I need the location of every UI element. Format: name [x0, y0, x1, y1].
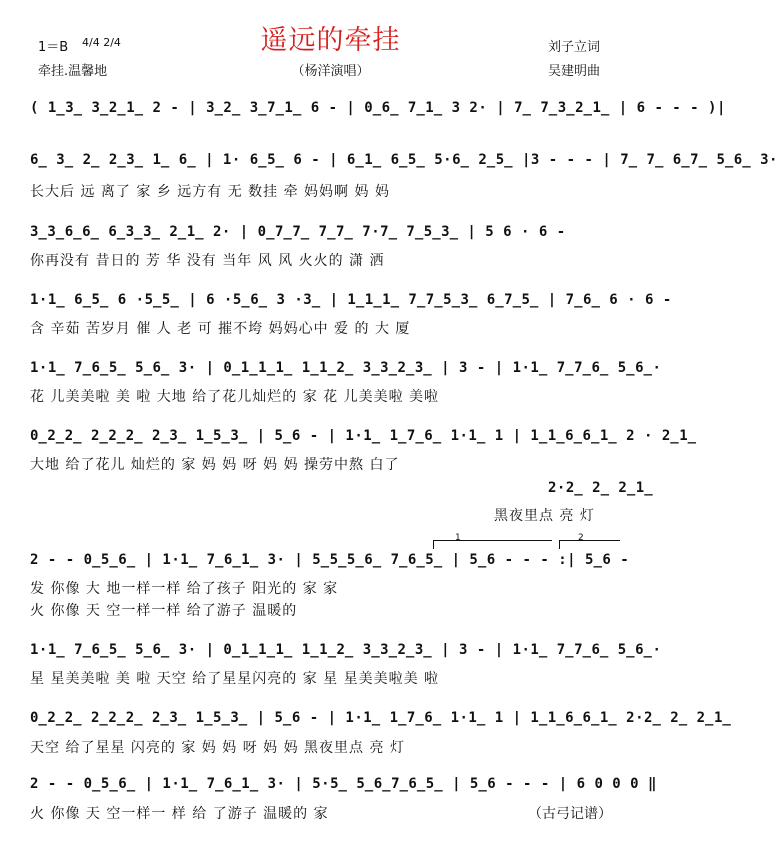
key-signature: 1＝B	[38, 40, 69, 55]
transcriber-credit: （古弓记谱）	[528, 806, 612, 822]
score-line-6-notes: 0̲2̲2̲ 2̲2̲2̲ 2̲3̲ 1̲5̲3̲ | 5̲6 - | 1·1̲ 1̲7̲6̲ 1·1̲ 1 | 1̲1̲6̲6̲1̲ 2 · 2̲1̲	[30, 428, 697, 444]
score-line-5-lyrics: 花 儿美美啦 美 啦 大地 给了花儿灿烂的 家 花 儿美美啦 美啦	[30, 389, 440, 405]
score-line-6-lyrics: 大地 给了花儿 灿烂的 家 妈 妈 呀 妈 妈 操劳中熬 白了	[30, 457, 400, 473]
score-line-7-lyrics-verse2: 火 你像 天 空一样一样 给了游子 温暖的	[30, 603, 298, 619]
score-line-2-notes: 6̲ 3̲ 2̲ 2̲3̲ 1̲ 6̲ | 1· 6̲5̲ 6 - | 6̲1̲ 6̲5̲ 5·6̲ 2̲5̲ |3 - - - | 7̲ 7̲ 6̲7̲ 5̲6̲ 3·	[30, 152, 778, 168]
score-line-1-notes: ( 1̲3̲ 3̲2̲1̲ 2 - | 3̲2̲ 3̲7̲1̲ 6 - | 0̲6̲ 7̲1̲ 3 2· | 7̲ 7̲3̲2̲1̲ | 6 - - - )|	[30, 100, 726, 116]
score-line-10-lyrics: 火 你像 天 空一样一 样 给 了游子 温暖的 家	[30, 806, 329, 822]
score-line-3-lyrics: 你再没有 昔日的 芳 华 没有 当年 风 风 火火的 潇 洒	[30, 253, 385, 269]
volta-1-bracket	[433, 540, 552, 549]
score-line-6b-lyrics: 黑夜里点 亮 灯	[494, 508, 595, 524]
score-line-10-notes: 2 - - 0̲5̲6̲ | 1·1̲ 7̲6̲1̲ 3· | 5·5̲ 5̲6̲7̲6̲5̲ | 5̲6 - - - | 6 0 0 0 ‖	[30, 776, 657, 792]
score-line-8-notes: 1·1̲ 7̲6̲5̲ 5̲6̲ 3· | 0̲1̲1̲1̲ 1̲1̲2̲ 3̲3̲2̲3̲ | 3 - | 1·1̲ 7̲7̲6̲ 5̲6̲·	[30, 642, 662, 658]
song-title: 遥远的牵挂	[260, 25, 401, 56]
time-signature: 4/4 2/4	[82, 36, 121, 49]
score-line-7-notes: 2 - - 0̲5̲6̲ | 1·1̲ 7̲6̲1̲ 3· | 5̲5̲5̲6̲ 7̲6̲5̲ | 5̲6 - - - :| 5̲6 -	[30, 552, 630, 568]
volta-1-number: 1	[455, 533, 461, 543]
score-line-4-lyrics: 含 辛茹 苦岁月 催 人 老 可 摧不垮 妈妈心中 爱 的 大 厦	[30, 321, 411, 337]
score-line-9-notes: 0̲2̲2̲ 2̲2̲2̲ 2̲3̲ 1̲5̲3̲ | 5̲6 - | 1·1̲ 1̲7̲6̲ 1·1̲ 1 | 1̲1̲6̲6̲1̲ 2·2̲ 2̲ 2̲1̲	[30, 710, 732, 726]
score-line-3-notes: 3̲3̲6̲6̲ 6̲3̲3̲ 2̲1̲ 2· | 0̲7̲7̲ 7̲7̲ 7·7̲ 7̲5̲3̲ | 5 6 · 6 -	[30, 224, 566, 240]
score-line-2-lyrics: 长大后 远 离了 家 乡 远方有 无 数挂 牵 妈妈啊 妈 妈	[30, 184, 390, 200]
score-line-9-lyrics: 天空 给了星星 闪亮的 家 妈 妈 呀 妈 妈 黑夜里点 亮 灯	[30, 740, 405, 756]
tempo-marking: 牵挂.温馨地	[38, 64, 108, 79]
score-line-5-notes: 1·1̲ 7̲6̲5̲ 5̲6̲ 3· | 0̲1̲1̲1̲ 1̲1̲2̲ 3̲3̲2̲3̲ | 3 - | 1·1̲ 7̲7̲6̲ 5̲6̲·	[30, 360, 662, 376]
performer: （杨洋演唱）	[291, 64, 370, 79]
score-line-7-lyrics: 发 你像 大 地一样一样 给了孩子 阳光的 家 家	[30, 581, 339, 597]
score-line-8-lyrics: 星 星美美啦 美 啦 天空 给了星星闪亮的 家 星 星美美啦美 啦	[30, 671, 440, 687]
composer: 吴建明曲	[548, 64, 601, 79]
score-line-4-notes: 1·1̲ 6̲5̲ 6 ·5̲5̲ | 6 ·5̲6̲ 3 ·3̲ | 1̲1̲1̲ 7̲7̲5̲3̲ 6̲7̲5̲ | 7̲6̲ 6 · 6 -	[30, 292, 672, 308]
volta-2-number: 2	[578, 533, 584, 543]
volta-2-bracket	[559, 540, 620, 549]
lyricist: 刘子立词	[548, 40, 601, 55]
score-line-6b-notes: 2·2̲ 2̲ 2̲1̲	[548, 480, 654, 496]
